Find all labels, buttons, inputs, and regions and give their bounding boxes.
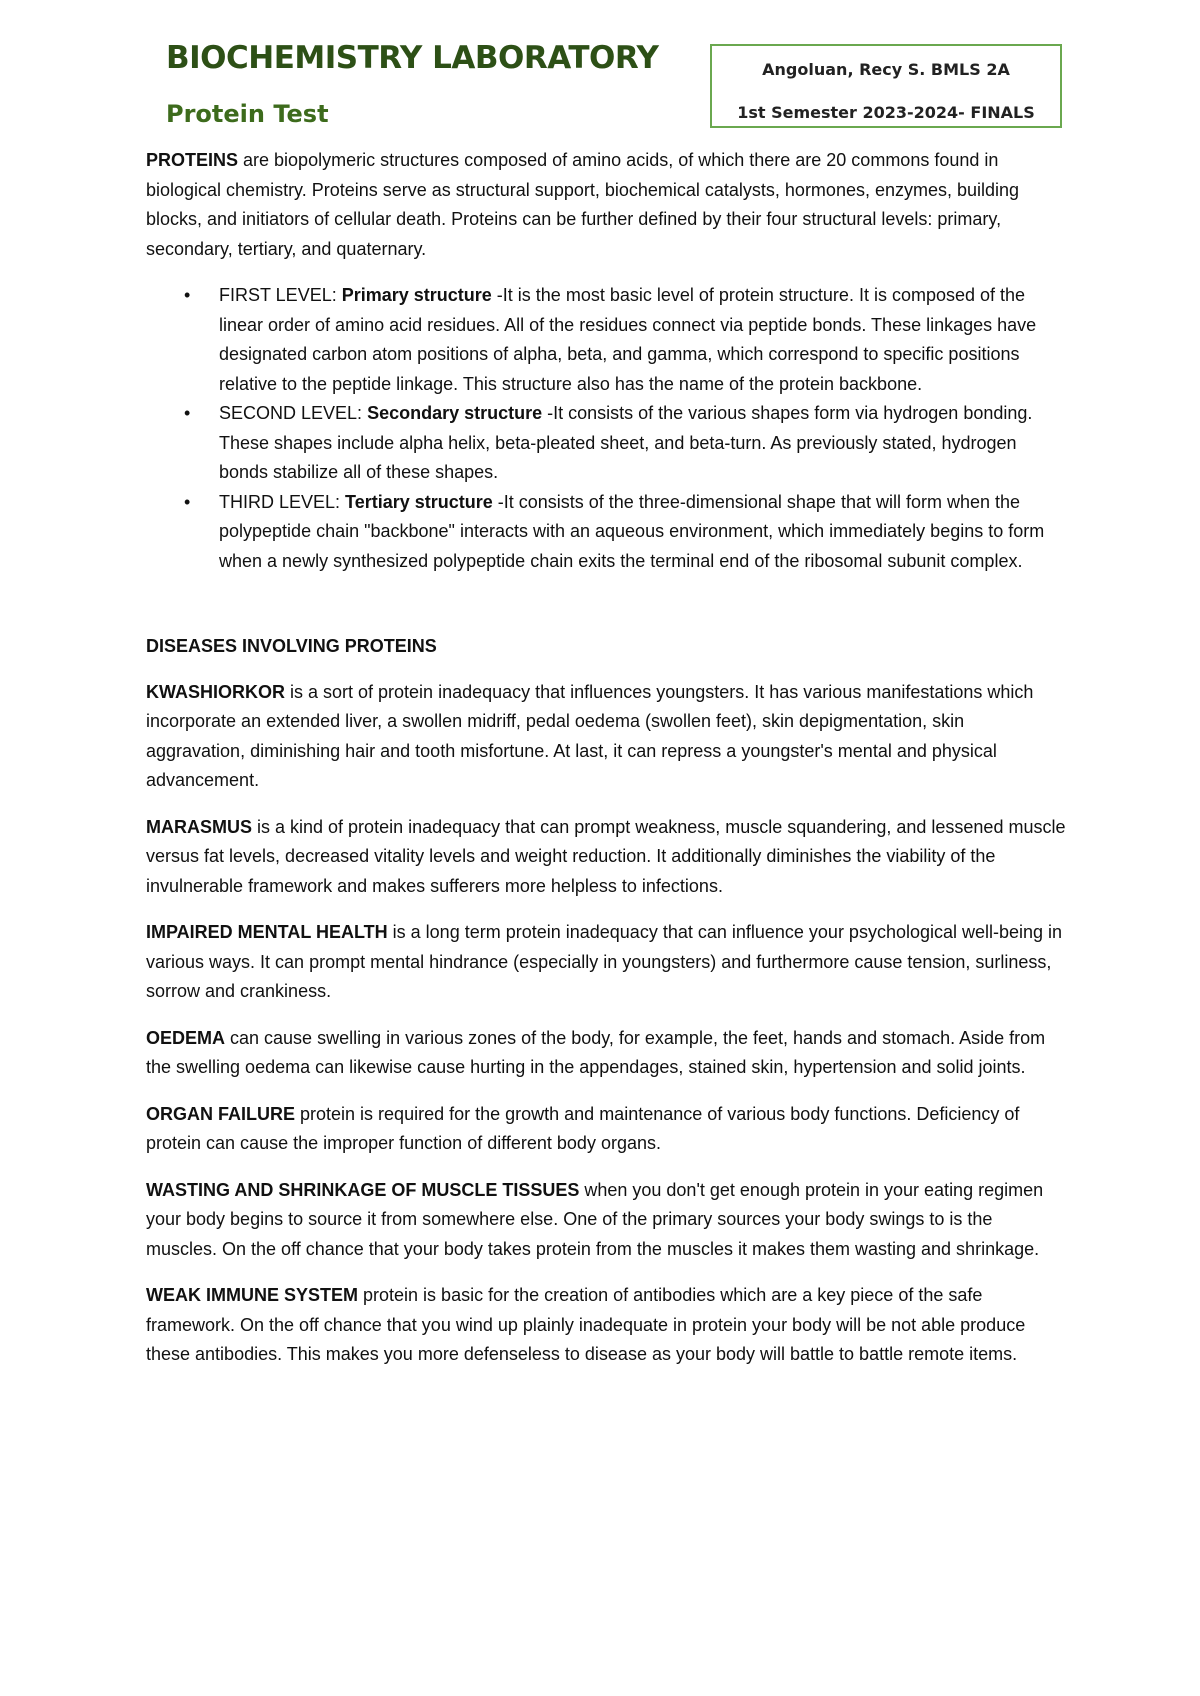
intro-term: PROTEINS bbox=[146, 150, 239, 170]
document-body bbox=[146, 146, 1066, 1387]
disease-paragraph bbox=[146, 1176, 1066, 1265]
level-text: -It consists of the various shapes form via hydrogen bonding. These shapes include alpha helix, beta-pleated sheet, and beta-turn. As previously stated, hydrogen bonds stabilize all of these shapes. bbox=[219, 403, 1033, 482]
disease-term: WASTING AND SHRINKAGE OF MUSCLE TISSUES bbox=[146, 1179, 580, 1200]
level-prefix: SECOND LEVEL: bbox=[219, 403, 368, 423]
disease-term: OEDEMA bbox=[146, 1027, 226, 1048]
disease-paragraph bbox=[146, 1024, 1066, 1083]
section-heading: DISEASES INVOLVING PROTEINS bbox=[146, 636, 437, 656]
disease-paragraph bbox=[146, 1100, 1066, 1159]
semester-label: 1st Semester 2023-2024- FINALS bbox=[737, 103, 1035, 122]
level-prefix: FIRST LEVEL: bbox=[219, 285, 342, 305]
disease-term: MARASMUS bbox=[146, 816, 252, 837]
level-term: Secondary structure bbox=[367, 403, 543, 423]
disease-text: is a kind of protein inadequacy that can prompt weakness, muscle squandering, and lessened muscle versus fat levels, decreased vitality levels and weight reduction. It additionally diminishes the viability of the invulnerable framework and makes sufferers more helpless to infections. bbox=[146, 816, 1066, 896]
disease-term: ORGAN FAILURE bbox=[146, 1103, 296, 1124]
level-term: Tertiary structure bbox=[345, 491, 493, 512]
intro-paragraph bbox=[146, 146, 1066, 264]
disease-text: protein is required for the growth and maintenance of various body functions. Deficiency of protein can cause the improper function of different body organs. bbox=[146, 1103, 1020, 1153]
list-item bbox=[219, 281, 1066, 399]
disease-paragraph bbox=[146, 1281, 1066, 1370]
disease-paragraph bbox=[146, 678, 1066, 796]
disease-text: protein is basic for the creation of antibodies which are a key piece of the safe framework. On the off chance that you wind up plainly inadequate in protein your body will be not able produce these antibodies. This makes you more defenseless to disease as your body will battle to battle remote items. bbox=[146, 1285, 1026, 1364]
document-title: BIOCHEMISTRY LABORATORY bbox=[166, 40, 659, 76]
disease-text: is a sort of protein inadequacy that influences youngsters. It has various manifestations which incorporate an extended liver, a swollen midriff, pedal oedema (swollen feet), skin depigmentation, skin aggravation, diminishing hair and tooth misfortune. At last, it can repress a youngster's mental and physical advancement. bbox=[146, 681, 1034, 790]
disease-text: is a long term protein inadequacy that can influence your psychological well-being in various ways. It can prompt mental hindrance (especially in youngsters) and furthermore cause tension, surliness, sorrow and crankiness. bbox=[146, 922, 1063, 1001]
level-prefix: THIRD LEVEL: bbox=[219, 491, 346, 512]
disease-text: can cause swelling in various zones of the body, for example, the feet, hands and stomach. Aside from the swelling oedema can likewise cause hurting in the appendages, stained skin, hypertension and solid joints. bbox=[146, 1027, 1046, 1077]
student-name: Angoluan, Recy S. BMLS 2A bbox=[762, 60, 1010, 79]
level-text: -It is the most basic level of protein structure. It is composed of the linear order of amino acid residues. All of the residues connect via peptide bonds. These linkages have designated carbon atom positions of alpha, beta, and gamma, which correspond to specific positions relative to the peptide linkage. This structure also has the name of the protein backbone. bbox=[219, 285, 1037, 394]
list-item bbox=[219, 488, 1066, 577]
disease-paragraph bbox=[146, 813, 1066, 902]
document-subtitle: Protein Test bbox=[166, 100, 329, 128]
list-item bbox=[219, 399, 1066, 488]
intro-text: are biopolymeric structures composed of amino acids, of which there are 20 commons found in biological chemistry. Proteins serve as structural support, biochemical catalysts, hormones, enzymes, building blocks, and initiators of cellular death. Proteins can be further defined by their four structural levels: primary, secondary, tertiary, and quaternary. bbox=[146, 150, 1020, 259]
disease-term: WEAK IMMUNE SYSTEM bbox=[146, 1285, 359, 1305]
level-term: Primary structure bbox=[341, 285, 492, 305]
student-info-box bbox=[710, 44, 1062, 128]
level-text: -It consists of the three-dimensional shape that will form when the polypeptide chain "backbone" interacts with an aqueous environment, which immediately begins to form when a newly synthesized polypeptide chain exits the terminal end of the ribosomal subunit complex. bbox=[219, 491, 1045, 571]
disease-paragraph bbox=[146, 918, 1066, 1007]
disease-term: IMPAIRED MENTAL HEALTH bbox=[146, 922, 388, 942]
disease-text: when you don't get enough protein in your eating regimen your body begins to source it from somewhere else. One of the primary sources your body swings to is the muscles. On the off chance that your body takes protein from the muscles it makes them wasting and shrinkage. bbox=[146, 1179, 1044, 1259]
structure-levels-list bbox=[146, 281, 1066, 576]
disease-term: KWASHIORKOR bbox=[146, 681, 285, 702]
